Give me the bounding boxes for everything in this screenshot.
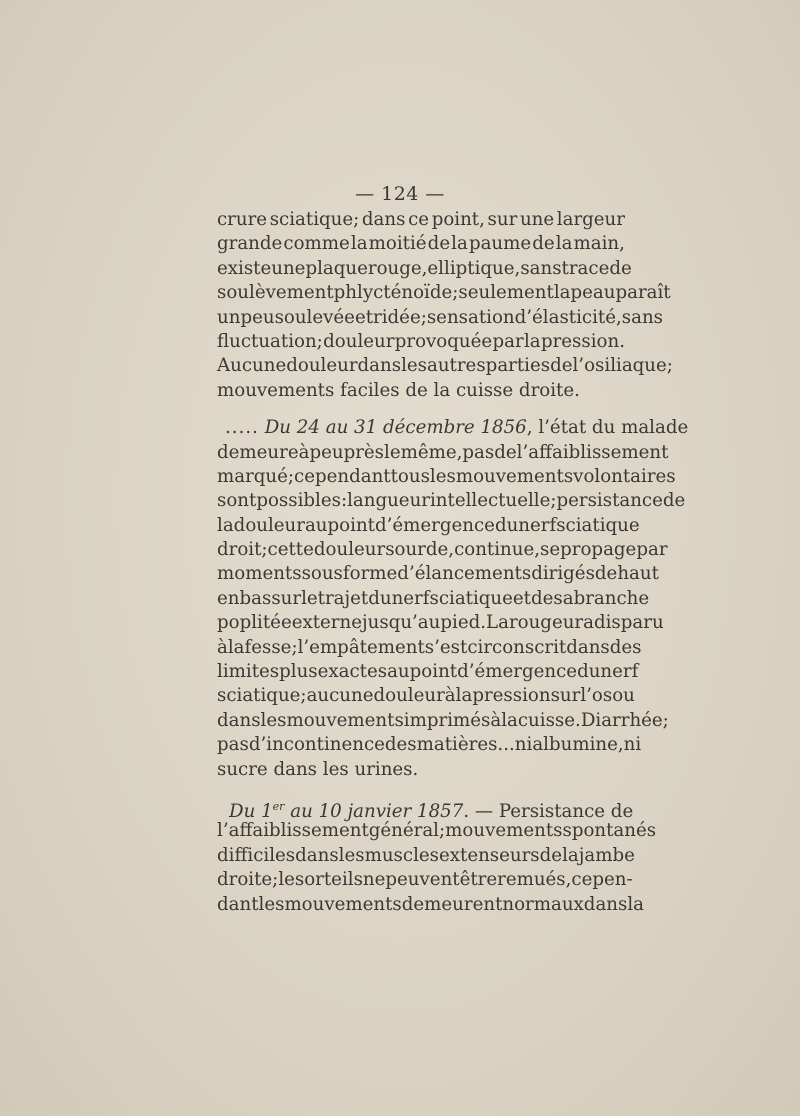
word: trajet: [317, 587, 369, 609]
word: moments: [217, 563, 302, 585]
word: l’affaiblissement: [217, 820, 369, 842]
word: peu: [309, 441, 344, 463]
word: nerf: [391, 587, 430, 609]
word: dans: [295, 844, 339, 866]
word: droit;: [217, 539, 268, 561]
word: rouge,: [367, 257, 428, 279]
word: possibles:: [256, 490, 348, 512]
text-line: [217, 232, 625, 256]
word: la: [562, 844, 579, 866]
word: dans: [566, 636, 610, 658]
word: plus: [279, 661, 318, 683]
word: mouvements: [445, 820, 563, 842]
word: sous: [301, 563, 343, 585]
word: sans: [520, 257, 562, 279]
word: sont: [217, 490, 257, 512]
word: de: [609, 257, 632, 279]
word: sur: [487, 209, 518, 230]
word: des: [609, 636, 642, 658]
word: pas: [217, 734, 249, 756]
word: pression.: [540, 330, 625, 352]
word: général: [368, 820, 440, 842]
word: nerf: [518, 514, 557, 536]
word: sciatique;: [217, 685, 307, 707]
date-heading-rest: . — Persistance de: [463, 801, 634, 823]
word: s’est: [424, 636, 468, 658]
word: sciatique: [556, 514, 640, 536]
word: sur: [271, 587, 302, 609]
word: demeure: [217, 441, 299, 463]
page-number: — 124 —: [355, 183, 445, 205]
word: spontanés: [562, 820, 657, 842]
word: cepen-: [571, 869, 633, 891]
word: de: [594, 563, 618, 585]
word: plaque: [305, 257, 368, 279]
word: dirigés: [531, 563, 595, 585]
word: du: [368, 587, 392, 609]
word: dans: [217, 709, 261, 731]
word: ;: [439, 820, 446, 842]
word: seulement: [458, 282, 554, 304]
word: au: [304, 514, 328, 536]
word: de: [494, 441, 517, 463]
word: les: [401, 355, 427, 377]
word: fluctuation;: [217, 330, 323, 352]
word: l’empâtement: [297, 636, 425, 658]
word: rougeur: [508, 612, 584, 634]
word: existe: [217, 257, 272, 279]
word: peuvent: [385, 869, 460, 891]
word: cuisse.: [517, 709, 581, 731]
word: douleur: [313, 539, 386, 561]
word: point: [409, 661, 458, 683]
word: à: [444, 685, 456, 707]
word: continue,: [454, 539, 541, 561]
word: mouvements: [284, 893, 402, 915]
text-line: [217, 208, 625, 232]
word: limites: [217, 661, 280, 683]
text-line: [217, 611, 664, 635]
word: demeurent: [401, 893, 503, 915]
word: imprimés: [403, 709, 491, 731]
word: branche: [573, 587, 650, 609]
word: ni: [514, 734, 533, 756]
text-line: [217, 257, 632, 281]
word: jusqu’au: [361, 612, 441, 634]
word: d’élancements: [397, 563, 532, 585]
word: douleur: [233, 514, 305, 536]
word: autres: [427, 355, 486, 377]
word: être: [459, 869, 498, 891]
paragraph-3: [217, 795, 657, 917]
text-line: [217, 281, 671, 305]
word: la: [227, 636, 245, 658]
word: iliaque;: [604, 355, 673, 377]
word: dans: [361, 209, 406, 230]
word: douleur: [323, 330, 395, 352]
word: la: [553, 282, 571, 304]
text-line: [217, 465, 676, 489]
word: l’affaiblissement: [516, 441, 669, 463]
word: une: [271, 257, 306, 279]
word: cependant: [294, 465, 391, 487]
word: propage: [560, 539, 637, 561]
word: près: [343, 441, 384, 463]
text-line: [217, 330, 625, 354]
word: paraît: [615, 282, 671, 304]
word: la: [555, 233, 573, 255]
word: droite;: [217, 869, 279, 891]
text-line: [217, 844, 635, 868]
word: difficiles: [217, 844, 296, 866]
word: la: [455, 685, 473, 707]
date-heading: Du 24 au 31 décembre 1856: [264, 417, 527, 439]
word: de: [662, 490, 686, 512]
word: Diarrhée;: [580, 709, 669, 731]
word: ce: [408, 209, 430, 230]
text-line: [217, 660, 639, 684]
word: pied.: [440, 612, 487, 634]
word: dans: [357, 355, 402, 377]
text-line: [217, 416, 689, 440]
word: disparu: [593, 612, 664, 634]
word: grande: [217, 233, 283, 255]
word: à: [490, 709, 502, 731]
word: Aucune: [217, 355, 287, 377]
word: à: [217, 636, 228, 658]
word: ou: [612, 685, 635, 707]
word: ne: [362, 869, 386, 891]
word: poplitée: [217, 612, 292, 634]
word: douleur: [373, 685, 445, 707]
word: provoquée: [394, 330, 493, 352]
text-line: [217, 379, 625, 403]
word: crure: [217, 209, 268, 230]
word: matières...: [416, 734, 515, 756]
word: l’os: [572, 355, 605, 377]
word: dans: [583, 893, 628, 915]
word: d’émergence: [457, 661, 578, 683]
word: sensation: [426, 306, 515, 328]
word: la: [523, 330, 541, 352]
text-line: [217, 819, 657, 843]
text-line: [217, 684, 635, 708]
text-line: [217, 733, 642, 757]
word: la: [627, 893, 645, 915]
word: par: [492, 330, 524, 352]
word: du: [494, 514, 519, 536]
paragraph-1: [217, 208, 673, 403]
word: du: [577, 661, 601, 683]
word: de: [427, 233, 451, 255]
text-line: [217, 587, 650, 611]
word: sans: [621, 306, 664, 328]
word: point: [327, 514, 375, 536]
word: intellectuelle;: [429, 490, 557, 512]
word: extenseurs: [439, 844, 540, 866]
word: à: [298, 441, 310, 463]
word: La: [486, 612, 509, 634]
word: cette: [267, 539, 314, 561]
word: sciatique: [429, 587, 513, 609]
word: albumine,: [532, 734, 624, 756]
word: nerf: [600, 661, 639, 683]
word: ni: [623, 734, 642, 756]
word: la: [501, 709, 518, 731]
word: les: [338, 844, 365, 866]
paragraph-2: [217, 416, 689, 782]
word: paume: [468, 233, 532, 255]
word: langueur: [347, 490, 430, 512]
date-heading: Du 1er au 10 janvier 1857: [229, 799, 464, 823]
word: comme: [283, 233, 350, 255]
word: les: [260, 709, 287, 731]
text-line: [217, 538, 668, 562]
word: largeur: [556, 209, 625, 230]
word: volontaires: [573, 465, 676, 487]
text-line: [217, 709, 669, 733]
word: la: [451, 233, 468, 255]
line-text: sucre dans les urines.: [217, 758, 419, 780]
word: de: [539, 844, 563, 866]
word: les: [278, 869, 305, 891]
word: de: [531, 587, 554, 609]
word: bas: [239, 587, 272, 609]
word: persistance: [556, 490, 663, 512]
word: pas: [462, 441, 495, 463]
word: main,: [573, 233, 625, 255]
word: soulevée: [274, 306, 355, 328]
word: les: [429, 465, 456, 487]
word: le: [384, 441, 401, 463]
word: point,: [431, 209, 485, 230]
word: par: [636, 539, 668, 561]
word: fesse;: [244, 636, 298, 658]
word: même,: [400, 441, 463, 463]
word: normaux: [502, 893, 584, 915]
text-line: [217, 893, 645, 917]
leader-dots: .....: [225, 417, 259, 439]
word: peu: [240, 306, 275, 328]
text-line: [217, 795, 634, 823]
word: la: [350, 233, 368, 255]
word: dant: [217, 893, 259, 915]
word: l’os: [580, 685, 613, 707]
word: moitié: [368, 233, 427, 255]
word: des: [384, 734, 417, 756]
word: d’incontinence: [248, 734, 385, 756]
text-line: [217, 562, 659, 586]
word: muscles: [364, 844, 439, 866]
word: haut: [617, 563, 659, 585]
word: exactes: [317, 661, 388, 683]
text-line: [217, 868, 633, 892]
word: aucune: [306, 685, 374, 707]
word: douleur: [286, 355, 358, 377]
body-text: [217, 208, 689, 917]
text-line: [217, 758, 625, 782]
text-line: [217, 441, 669, 465]
word: mouvements: [286, 709, 404, 731]
word: tous: [390, 465, 430, 487]
word: d’élasticité,: [514, 306, 622, 328]
word: au: [387, 661, 410, 683]
word: peau: [570, 282, 616, 304]
word: le: [301, 587, 318, 609]
word: et: [512, 587, 531, 609]
word: soulèvement: [217, 282, 334, 304]
word: remués,: [497, 869, 572, 891]
text-line: [217, 354, 673, 378]
word: pression: [472, 685, 551, 707]
word: les: [258, 893, 285, 915]
word: un: [217, 306, 241, 328]
word: externe: [291, 612, 362, 634]
line-text: mouvements faciles de la cuisse droite.: [217, 379, 580, 401]
word: phlycténoïde;: [333, 282, 459, 304]
word: en: [217, 587, 240, 609]
word: circonscrit: [467, 636, 567, 658]
word: a: [583, 612, 594, 634]
word: orteils: [304, 869, 363, 891]
word: mouvements: [455, 465, 574, 487]
word: forme: [342, 563, 398, 585]
word: sur: [550, 685, 581, 707]
word: la: [217, 514, 234, 536]
word: d’émergence: [374, 514, 495, 536]
word: et: [354, 306, 374, 328]
word: elliptique,: [427, 257, 521, 279]
word: de: [532, 233, 555, 255]
date-heading-rest: , l’état du malade: [526, 417, 689, 439]
word: sciatique;: [269, 209, 360, 230]
word: ridée;: [373, 306, 427, 328]
word: de: [550, 355, 573, 377]
word: marqué;: [217, 465, 295, 487]
word: trace: [561, 257, 610, 279]
text-line: [217, 636, 642, 660]
word: jambe: [578, 844, 635, 866]
word: une: [519, 209, 555, 230]
word: sourde,: [385, 539, 455, 561]
word: se: [540, 539, 561, 561]
text-line: [217, 514, 640, 538]
word: sa: [553, 587, 574, 609]
text-line: [217, 489, 686, 513]
text-line: [217, 306, 664, 330]
word: parties: [485, 355, 551, 377]
